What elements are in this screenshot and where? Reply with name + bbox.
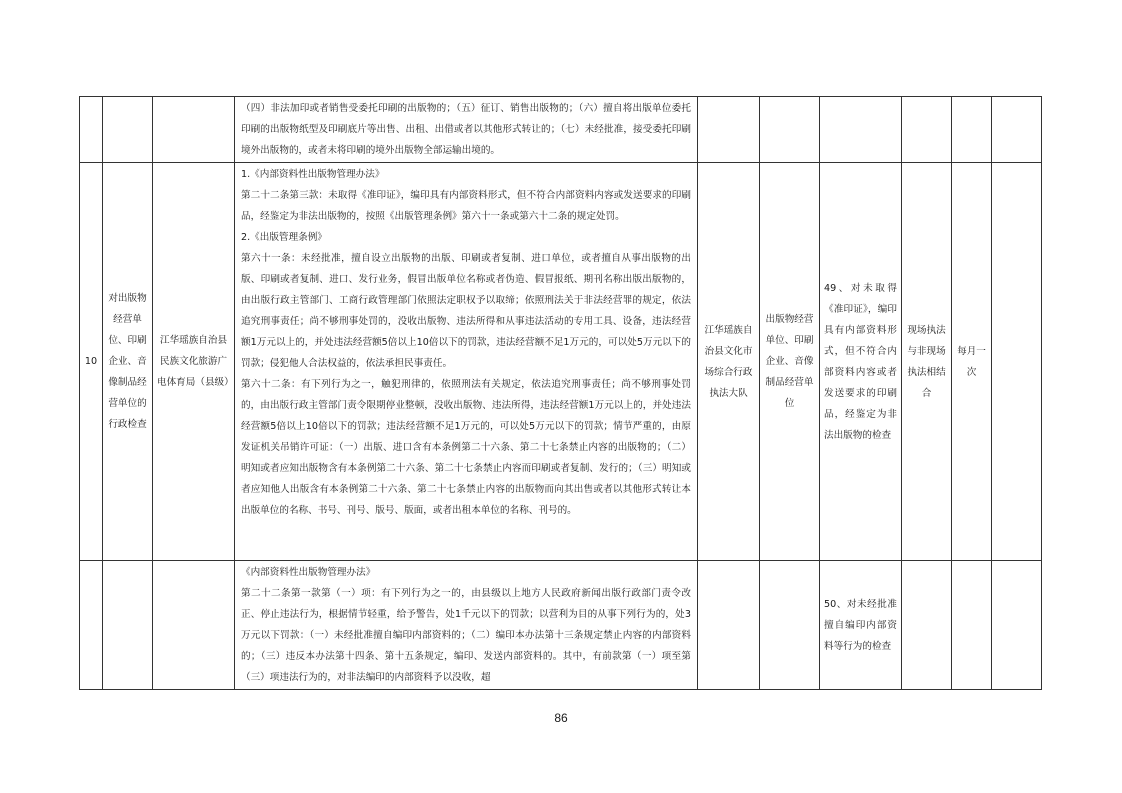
subject-cell (153, 97, 235, 163)
subject-cell: 江华瑶族自治县民族文化旅游广电体育局（县级） (153, 163, 235, 561)
legal-basis-cell (235, 163, 698, 561)
legal-basis-paragraph: 《内部资料性出版物管理办法》 (241, 567, 376, 578)
table-row (80, 97, 1042, 163)
target-cell: 出版物经营单位、印刷企业、音像制品经营单位 (760, 163, 820, 561)
legal-basis-paragraph: 2.《出版管理条例》 (241, 232, 327, 243)
frequency-cell (952, 561, 992, 690)
legal-basis-paragraph: 1.《内部资料性出版物管理办法》 (241, 169, 385, 180)
executor-cell: 江华瑶族自治县文化市场综合行政执法大队 (698, 163, 760, 561)
note-cell (992, 561, 1042, 690)
check-matter-cell: 49、对未取得《准印证》，编印具有内部资料形式，但不符合内部资料内容或者发送要求的印刷品，经鉴定为非法出版物的检查 (820, 163, 902, 561)
method-cell (902, 561, 952, 690)
table-row (80, 163, 1042, 561)
frequency-cell (952, 97, 992, 163)
check-item-cell (103, 561, 153, 690)
legal-basis-paragraph: 第六十二条：有下列行为之一，触犯刑律的，依照刑法有关规定，依法追究刑事责任；尚不够刑事处罚的，由出版行政主管部门责令限期停业整顿，没收出版物、违法所得，违法经营额1万元以上的，并处违法经营额5倍以上10倍以下的罚款；违法经营额不足1万元的，可以处5万元以下的罚款；情节严重的，由原发证机关吊销许可证：（一）出版、进口含有本条例第二十六条、第二十七条禁止内容的出版物的；（二）明知或者应知出版物含有本条例第二十六条、第二十七条禁止内容而印刷或者复制、发行的；（三）明知或者应知他人出版含有本条例第二十六条、第二十七条禁止内容的出版物而向其出售或者以其他形式转让本出版单位的名称、书号、刊号、版号、版面，或者出租本单位的名称、刊号的。 (241, 379, 691, 516)
target-cell (760, 97, 820, 163)
note-cell (992, 163, 1042, 561)
executor-cell (698, 97, 760, 163)
frequency-cell: 每月一次 (952, 163, 992, 561)
target-cell (760, 561, 820, 690)
legal-basis-paragraph: 第二十二条第三款：未取得《准印证》，编印具有内部资料形式，但不符合内部资料内容或发送要求的印刷品，经鉴定为非法出版物的，按照《出版管理条例》第六十一条或第六十二条的规定处罚。 (241, 190, 691, 222)
check-matter-cell: 50、对未经批准擅自编印内部资料等行为的检查 (820, 561, 902, 690)
legal-basis-paragraph: 第二十二条第一款第（一）项：有下列行为之一的，由县级以上地方人民政府新闻出版行政部门责令改正、停止违法行为，根据情节轻重，给予警告，处1千元以下的罚款；以营利为目的从事下列行为的，处3万元以下罚款：（一）未经批准擅自编印内部资料的；（二）编印本办法第十三条规定禁止内容的内部资料的；（三）违反本办法第十四条、第十五条规定，编印、发送内部资料的。其中，有前款第（一）项至第（三）项违法行为的，对非法编印的内部资料予以没收，超 (241, 588, 691, 683)
executor-cell (698, 561, 760, 690)
row-number-cell: 10 (80, 163, 103, 561)
page-number: 86 (554, 711, 568, 725)
check-item-cell: 对出版物经营单位、印刷企业、音像制品经营单位的行政检查 (103, 163, 153, 561)
method-cell: 现场执法与非现场执法相结合 (902, 163, 952, 561)
check-item-cell (103, 97, 153, 163)
note-cell (992, 97, 1042, 163)
legal-basis-paragraph: （四）非法加印或者销售受委托印刷的出版物的；（五）征订、销售出版物的；（六）擅自将出版单位委托印刷的出版物纸型及印刷底片等出售、出租、出借或者以其他形式转让的；（七）未经批准，接受委托印刷境外出版物的，或者未将印刷的境外出版物全部运输出境的。 (241, 103, 691, 156)
method-cell (902, 97, 952, 163)
row-number-cell (80, 561, 103, 690)
legal-basis-paragraph: 第六十一条：未经批准，擅自设立出版物的出版、印刷或者复制、进口单位，或者擅自从事出版物的出版、印刷或者复制、进口、发行业务，假冒出版单位名称或者伪造、假冒报纸、期刊名称出版出版物的，由出版行政主管部门、工商行政管理部门依照法定职权予以取缔；依照刑法关于非法经营罪的规定，依法追究刑事责任；尚不够刑事处罚的，没收出版物、违法所得和从事违法活动的专用工具、设备，违法经营额1万元以上的，并处违法经营额5倍以上10倍以下的罚款，违法经营额不足1万元的，可以处5万元以下的罚款；侵犯他人合法权益的，依法承担民事责任。 (241, 253, 691, 369)
legal-basis-cell (235, 97, 698, 163)
inspection-table (79, 96, 1042, 690)
check-matter-cell (820, 97, 902, 163)
table-row (80, 561, 1042, 690)
row-number-cell (80, 97, 103, 163)
legal-basis-cell (235, 561, 698, 690)
subject-cell (153, 561, 235, 690)
